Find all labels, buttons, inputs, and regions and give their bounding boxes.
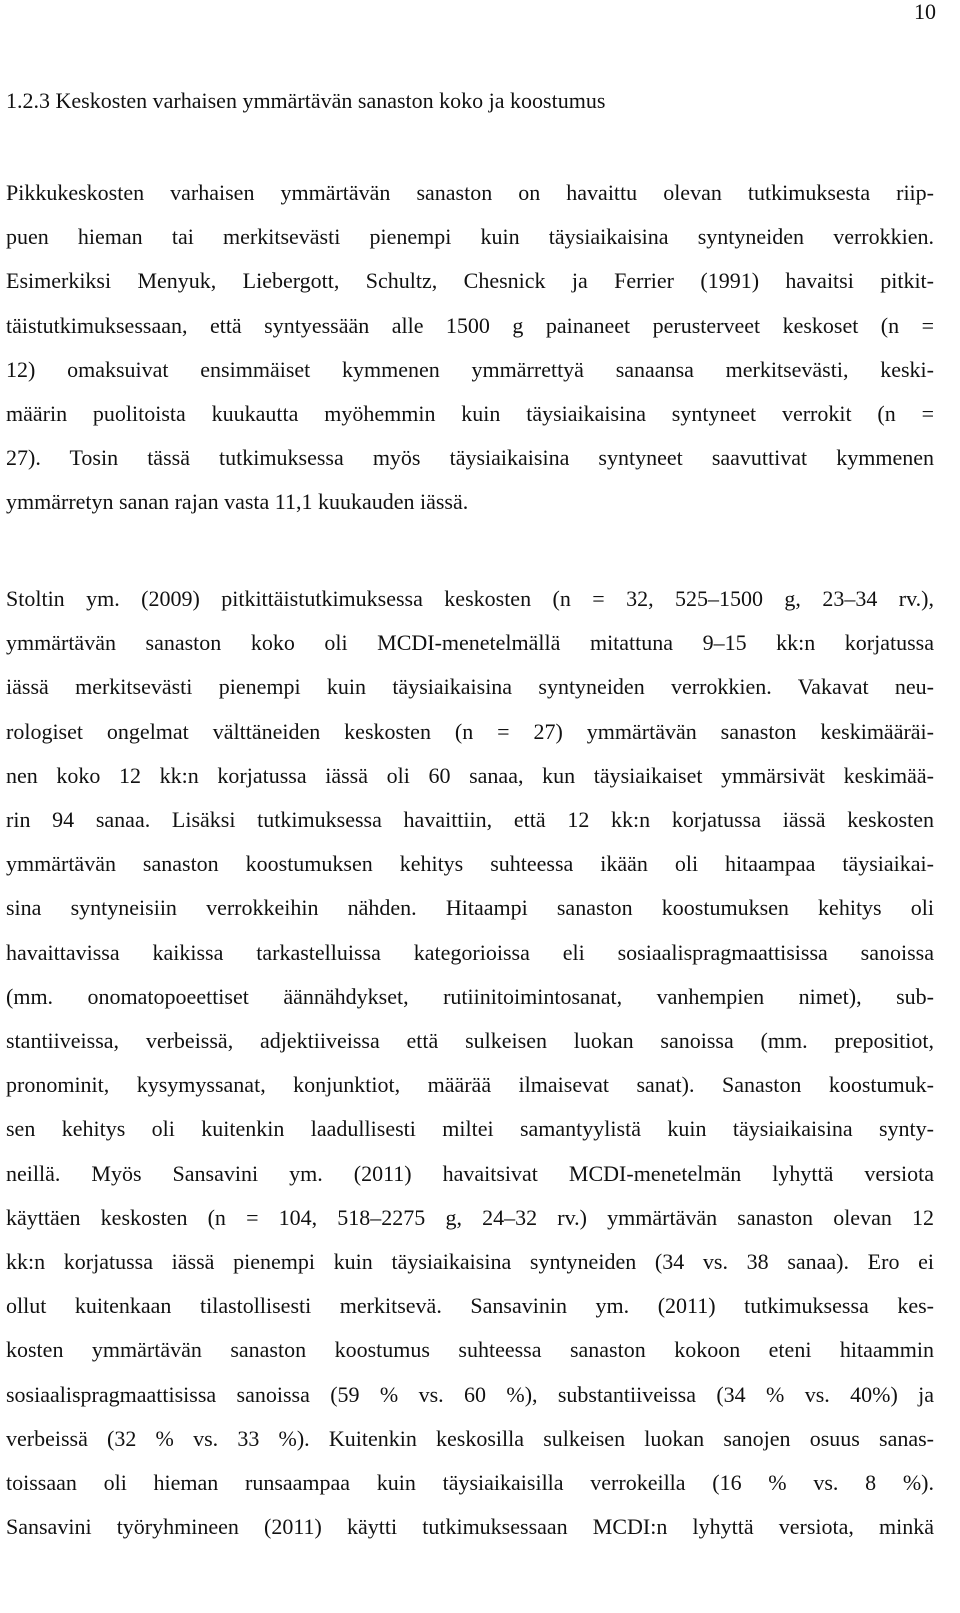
text-line: käyttäen keskosten (n = 104, 518–2275 g, 24–32 rv.) ymmärtävän sanaston olevan 12 xyxy=(6,1204,934,1230)
text-line: ymmärtävän sanaston koko oli MCDI-menetelmällä mitattuna 9–15 kk:n korjatussa xyxy=(6,630,934,656)
text-line: ollut kuitenkaan tilastollisesti merkitsevä. Sansavinin ym. (2011) tutkimuksessa kes- xyxy=(6,1293,934,1319)
text-line: määrin puolitoista kuukautta myöhemmin kuin täysiaikaisina syntyneet verrokit (n = xyxy=(6,401,934,427)
text-line: Pikkukeskosten varhaisen ymmärtävän sanaston on havaittu olevan tutkimuksesta riip- xyxy=(6,180,934,205)
text-line: (mm. onomatopoeettiset äännähdykset, rutiinitoimintosanat, vanhempien nimet), sub- xyxy=(6,983,934,1009)
text-line: ymmärtävän sanaston koostumuksen kehitys suhteessa ikään oli hitaampaa täysiaikai- xyxy=(6,851,934,877)
text-line: Esimerkiksi Menyuk, Liebergott, Schultz, Chesnick ja Ferrier (1991) havaitsi pitkit- xyxy=(6,268,934,294)
text-line: ymmärretyn sanan rajan vasta 11,1 kuukauden iässä. xyxy=(6,489,469,515)
text-line: sosiaalispragmaattisissa sanoissa (59 % vs. 60 %), substantiiveissa (34 % vs. 40%) ja xyxy=(6,1381,934,1407)
text-line: sina syntyneisiin verrokkeihin nähden. Hitaampi sanaston koostumuksen kehitys oli xyxy=(6,895,934,921)
text-line: rin 94 sanaa. Lisäksi tutkimuksessa havaittiin, että 12 kk:n korjatussa iässä keskosten xyxy=(6,807,934,833)
paragraph-1 xyxy=(6,171,934,525)
paragraph-2 xyxy=(6,577,934,1549)
text-line: Sansavini työryhmineen (2011) käytti tutkimuksessaan MCDI:n lyhyttä versiota, minkä xyxy=(6,1514,934,1540)
text-line: kk:n korjatussa iässä pienempi kuin täysiaikaisina syntyneiden (34 vs. 38 sanaa). Ero ei xyxy=(6,1249,934,1275)
text-line: havaittavissa kaikissa tarkastelluissa kategorioissa eli sosiaalispragmaattisissa sanoissa xyxy=(6,939,934,965)
text-line: 12) omaksuivat ensimmäiset kymmenen ymmärrettyä sanaansa merkitsevästi, keski- xyxy=(6,356,934,382)
text-line: Stoltin ym. (2009) pitkittäistutkimuksessa keskosten (n = 32, 525–1500 g, 23–34 rv.), xyxy=(6,586,934,611)
text-line: pronominit, kysymyssanat, konjunktiot, määrää ilmaisevat sanat). Sanaston koostumuk- xyxy=(6,1072,934,1098)
section-heading: 1.2.3 Keskosten varhaisen ymmärtävän sanaston koko ja koostumus xyxy=(6,88,606,113)
text-line: täistutkimuksessaan, että syntyessään alle 1500 g painaneet perusterveet keskoset (n = xyxy=(6,312,934,338)
text-line: rologiset ongelmat välttäneiden keskosten (n = 27) ymmärtävän sanaston keskimääräi- xyxy=(6,718,934,744)
text-line: puen hieman tai merkitsevästi pienempi kuin täysiaikaisina syntyneiden verrokkien. xyxy=(6,224,934,250)
text-line: nen koko 12 kk:n korjatussa iässä oli 60 sanaa, kun täysiaikaiset ymmärsivät keskimää- xyxy=(6,762,934,788)
text-line: stantiiveissa, verbeissä, adjektiiveissa että sulkeisen luokan sanoissa (mm. prepositiot, xyxy=(6,1028,934,1054)
page-number: 10 xyxy=(914,0,936,24)
text-line: toissaan oli hieman runsaampaa kuin täysiaikaisilla verrokeilla (16 % vs. 8 %). xyxy=(6,1470,934,1496)
text-line: 27). Tosin tässä tutkimuksessa myös täysiaikaisina syntyneet saavuttivat kymmenen xyxy=(6,445,934,471)
text-line: kosten ymmärtävän sanaston koostumus suhteessa sanaston kokoon eteni hitaammin xyxy=(6,1337,934,1363)
text-line: sen kehitys oli kuitenkin laadullisesti miltei samantyylistä kuin täysiaikaisina synty- xyxy=(6,1116,934,1142)
text-line: iässä merkitsevästi pienempi kuin täysiaikaisina syntyneiden verrokkien. Vakavat neu- xyxy=(6,674,934,700)
text-line: neillä. Myös Sansavini ym. (2011) havaitsivat MCDI-menetelmän lyhyttä versiota xyxy=(6,1160,934,1186)
text-line: verbeissä (32 % vs. 33 %). Kuitenkin keskosilla sulkeisen luokan sanojen osuus sanas- xyxy=(6,1425,934,1451)
